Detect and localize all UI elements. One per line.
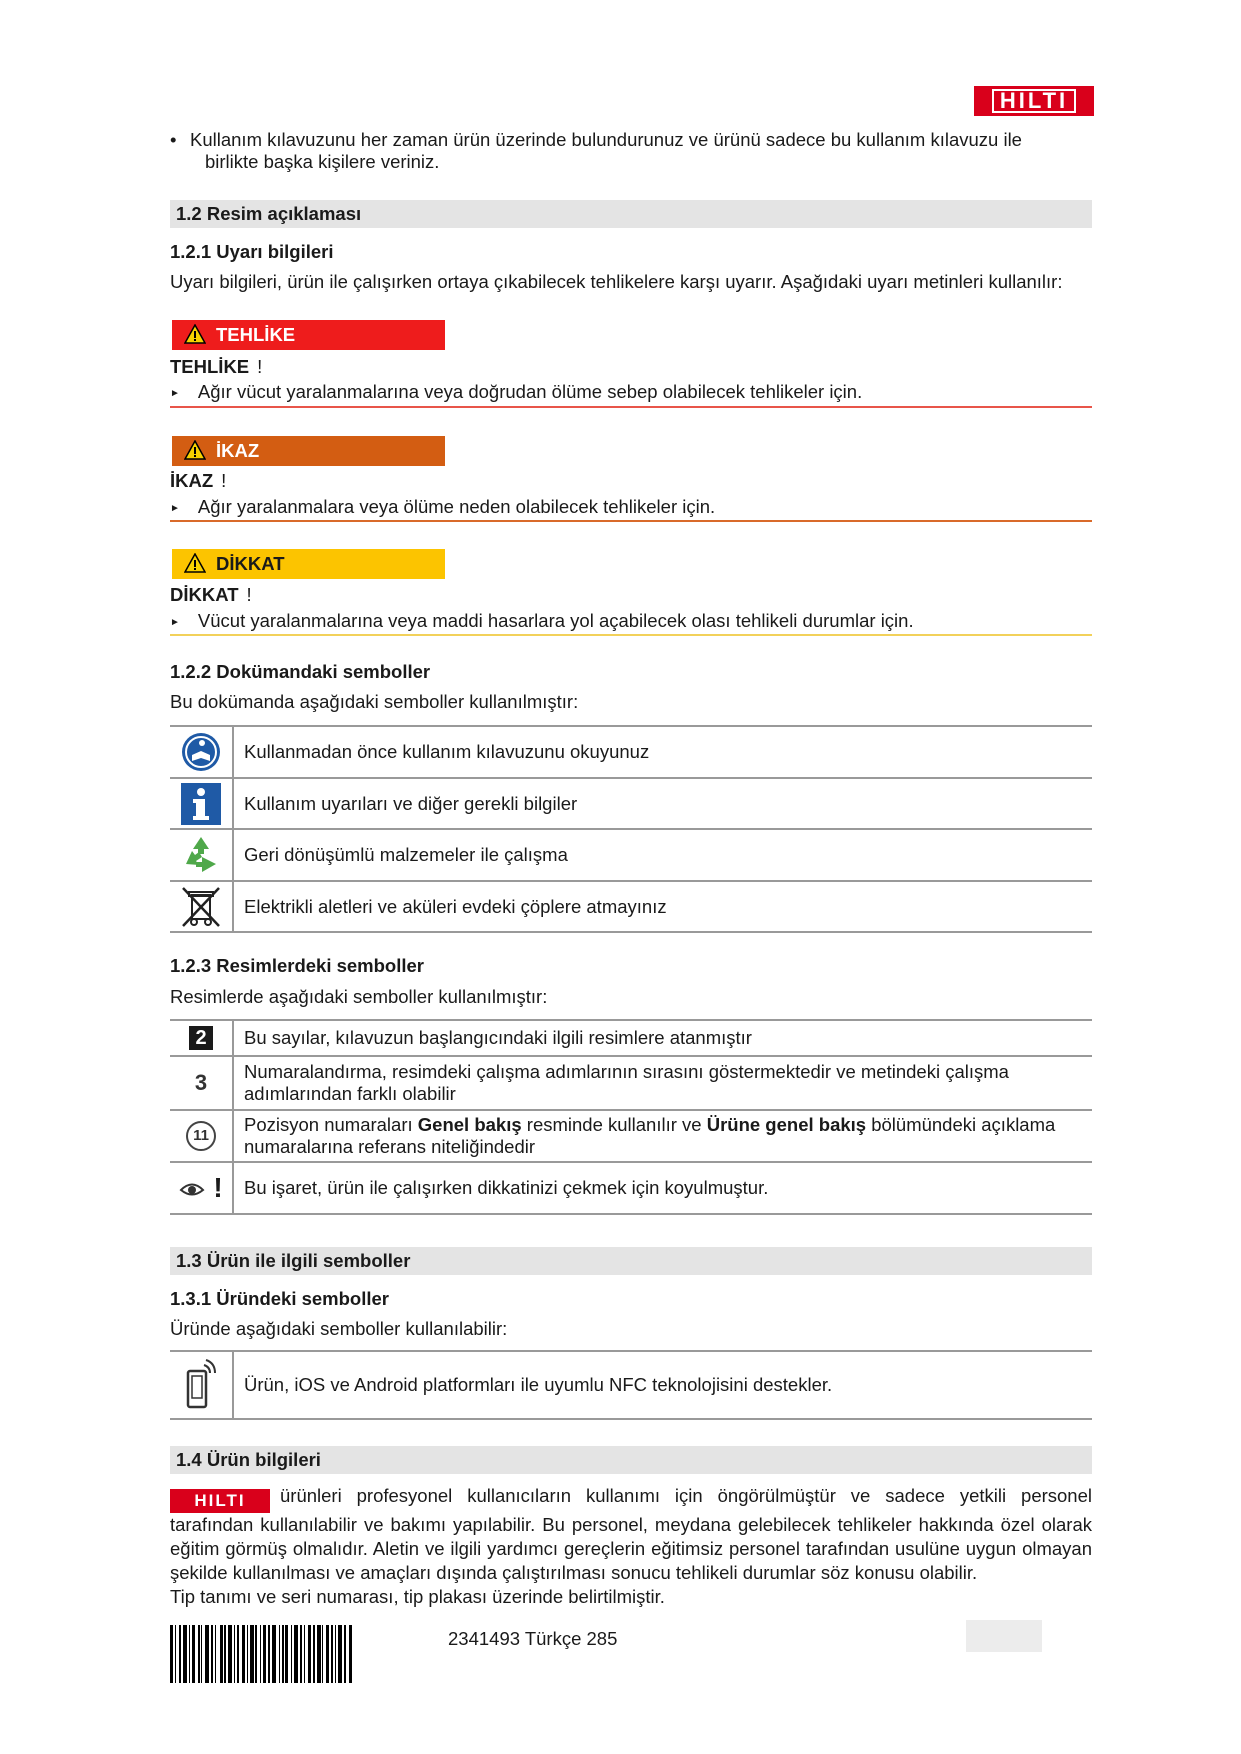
danger-excl: ! bbox=[257, 356, 263, 377]
table-row bbox=[170, 1111, 1092, 1163]
intro-bullet bbox=[170, 129, 1130, 173]
section-1-4-header: 1.4 Ürün bilgileri bbox=[170, 1446, 1092, 1474]
symbol-description: Elektrikli aletleri ve aküleri evdeki çöplere atmayınız bbox=[244, 895, 667, 917]
symbol-description: Kullanım uyarıları ve diğer gerekli bilgiler bbox=[244, 792, 578, 814]
row-3-text-pre: Pozisyon numaraları bbox=[244, 1114, 418, 1135]
row-2-line-2: adımlarından farklı olabilir bbox=[244, 1083, 456, 1104]
warning-signal-banner bbox=[172, 436, 445, 466]
step-number-icon: 3 bbox=[194, 1070, 208, 1095]
danger-signal-banner bbox=[172, 320, 445, 350]
section-1-2-3-text: Resimlerde aşağıdaki semboller kullanılmıştır: bbox=[170, 986, 548, 1007]
symbol-description: Geri dönüşümlü malzemeler ile çalışma bbox=[244, 844, 568, 865]
position-number-icon: 11 bbox=[186, 1121, 216, 1151]
warning-label: İKAZ bbox=[216, 440, 260, 461]
table-row bbox=[170, 1021, 1092, 1057]
danger-text: Ağır vücut yaralanmalarına veya doğrudan ölüme sebep olabilecek tehlikeler için. bbox=[197, 381, 863, 402]
caution-rule bbox=[170, 634, 1092, 636]
product-info-text: ürünleri profesyonel kullanıcıların kullanımı için öngörülmüştür ve sadece yetkili personel tarafından kullanılabilir ve bakımı yapılabilir. Bu personel, meydana gelebilecek tehlikeler hakkında özel olarak eğitim görmüş olmalıdır. Aletin ve ilgili yardımcı gereçlerin eğitimsiz personel tarafından usulüne uygun olmayan şekilde kullanılması ve amaçları dışında çalıştırılması sonucu tehlikeli durumlar söz konusu olabilir. bbox=[170, 1485, 1092, 1583]
arrow-right-icon: ► bbox=[170, 388, 180, 399]
caution-text-line bbox=[170, 610, 914, 632]
barcode bbox=[170, 1625, 426, 1683]
symbol-description: Bu işaret, ürün ile çalışırken dikkatinizi çekmek için koyulmuştur. bbox=[244, 1177, 769, 1198]
row-3-line-2: numaralarına referans niteliğindedir bbox=[244, 1136, 536, 1157]
eye-attention-icon bbox=[179, 1175, 213, 1201]
table-row bbox=[170, 830, 1092, 882]
warning-text: Ağır yaralanmalara veya ölüme neden olabilecek tehlikeler için. bbox=[197, 496, 716, 517]
hilti-logo bbox=[974, 86, 1094, 116]
section-1-2-2-title: 1.2.2 Dokümandaki semboller bbox=[170, 661, 431, 682]
warning-triangle-icon bbox=[184, 440, 206, 460]
caution-label: DİKKAT bbox=[216, 553, 285, 574]
logo-text: HILTI bbox=[992, 89, 1076, 113]
section-1-4-paragraph bbox=[170, 1484, 1092, 1585]
row-3-text-post: bölümündeki açıklama bbox=[866, 1114, 1056, 1135]
section-1-2-1-text: Uyarı bilgileri, ürün ile çalışırken ortaya çıkabilecek tehlikelere karşı uyarır. Aşağıdaki uyarı metinleri kullanılır: bbox=[170, 271, 1063, 292]
table-row bbox=[170, 1352, 1092, 1420]
warning-word bbox=[170, 470, 226, 492]
section-1-3-1-title: 1.3.1 Üründeki semboller bbox=[170, 1288, 390, 1309]
symbol-description: Bu sayılar, kılavuzun başlangıcındaki ilgili resimlere atanmıştır bbox=[244, 1027, 752, 1048]
section-1-4-paragraph-2: Tip tanımı ve seri numarası, tip plakası üzerinde belirtilmiştir. bbox=[170, 1586, 665, 1607]
read-manual-icon bbox=[180, 731, 222, 773]
warning-rule bbox=[170, 520, 1092, 522]
product-symbols-table bbox=[170, 1350, 1092, 1420]
section-1-3-header: 1.3 Ürün ile ilgili semboller bbox=[170, 1247, 1092, 1275]
nfc-phone-icon bbox=[182, 1357, 220, 1413]
warning-triangle-icon bbox=[184, 324, 206, 344]
bullet-dot: • bbox=[170, 129, 177, 150]
row-3-text-mid: resminde kullanılır ve bbox=[521, 1114, 707, 1135]
danger-rule bbox=[170, 406, 1092, 408]
table-row bbox=[170, 727, 1092, 779]
symbol-description bbox=[234, 1057, 1092, 1109]
symbol-description: Kullanmadan önce kullanım kılavuzunu okuyunuz bbox=[244, 741, 650, 762]
caution-signal-banner bbox=[172, 549, 445, 579]
warning-triangle-icon bbox=[184, 553, 206, 573]
info-icon bbox=[181, 783, 221, 825]
caution-excl: ! bbox=[246, 584, 252, 605]
danger-word-text: TEHLİKE bbox=[170, 356, 250, 377]
crossed-bin-icon bbox=[179, 885, 223, 929]
caution-word bbox=[170, 584, 252, 606]
exclamation-icon: ! bbox=[213, 1172, 223, 1203]
danger-word bbox=[170, 356, 262, 378]
danger-text-line bbox=[170, 381, 862, 403]
section-1-2-3-title: 1.2.3 Resimlerdeki semboller bbox=[170, 955, 424, 976]
row-3-bold-2: Ürüne genel bakış bbox=[706, 1114, 867, 1135]
section-1-2-1-title: 1.2.1 Uyarı bilgileri bbox=[170, 241, 334, 262]
row-2-line-1: Numaralandırma, resimdeki çalışma adımlarının sırasını göstermektedir ve metindeki çalışma bbox=[244, 1061, 1009, 1082]
warning-excl: ! bbox=[221, 470, 227, 491]
figure-symbols-table bbox=[170, 1019, 1092, 1215]
danger-label: TEHLİKE bbox=[216, 324, 296, 345]
intro-line-1: Kullanım kılavuzunu her zaman ürün üzerinde bulundurunuz ve ürünü sadece bu kullanım kılavuzu ile bbox=[190, 129, 1022, 150]
table-row bbox=[170, 882, 1092, 933]
footer-code: 2341493 Türkçe 285 bbox=[448, 1628, 618, 1649]
intro-line-2: birlikte başka kişilere veriniz. bbox=[205, 151, 440, 172]
hilti-inline-logo: HILTI bbox=[170, 1489, 270, 1513]
caution-text: Vücut yaralanmalarına veya maddi hasarlara yol açabilecek olası tehlikeli durumlar için. bbox=[197, 610, 914, 631]
section-1-2-header: 1.2 Resim açıklaması bbox=[170, 200, 1092, 228]
warning-text-line bbox=[170, 496, 715, 518]
warning-word-text: İKAZ bbox=[170, 470, 214, 491]
table-row bbox=[170, 779, 1092, 830]
section-1-3-1-text: Üründe aşağıdaki semboller kullanılabilir: bbox=[170, 1318, 508, 1339]
arrow-right-icon: ► bbox=[170, 617, 180, 628]
table-row bbox=[170, 1057, 1092, 1111]
symbol-description bbox=[234, 1111, 1092, 1161]
symbol-description: Ürün, iOS ve Android platformları ile uyumlu NFC teknolojisini destekler. bbox=[244, 1374, 833, 1395]
section-1-2-2-text: Bu dokümanda aşağıdaki semboller kullanılmıştır: bbox=[170, 691, 579, 712]
page-marker-box bbox=[966, 1620, 1042, 1652]
caution-word-text: DİKKAT bbox=[170, 584, 239, 605]
row-3-bold-1: Genel bakış bbox=[417, 1114, 522, 1135]
arrow-right-icon: ► bbox=[170, 503, 180, 514]
figure-number-icon: 2 bbox=[189, 1026, 213, 1050]
recycle-icon bbox=[180, 834, 222, 876]
table-row bbox=[170, 1163, 1092, 1215]
document-symbols-table bbox=[170, 725, 1092, 933]
